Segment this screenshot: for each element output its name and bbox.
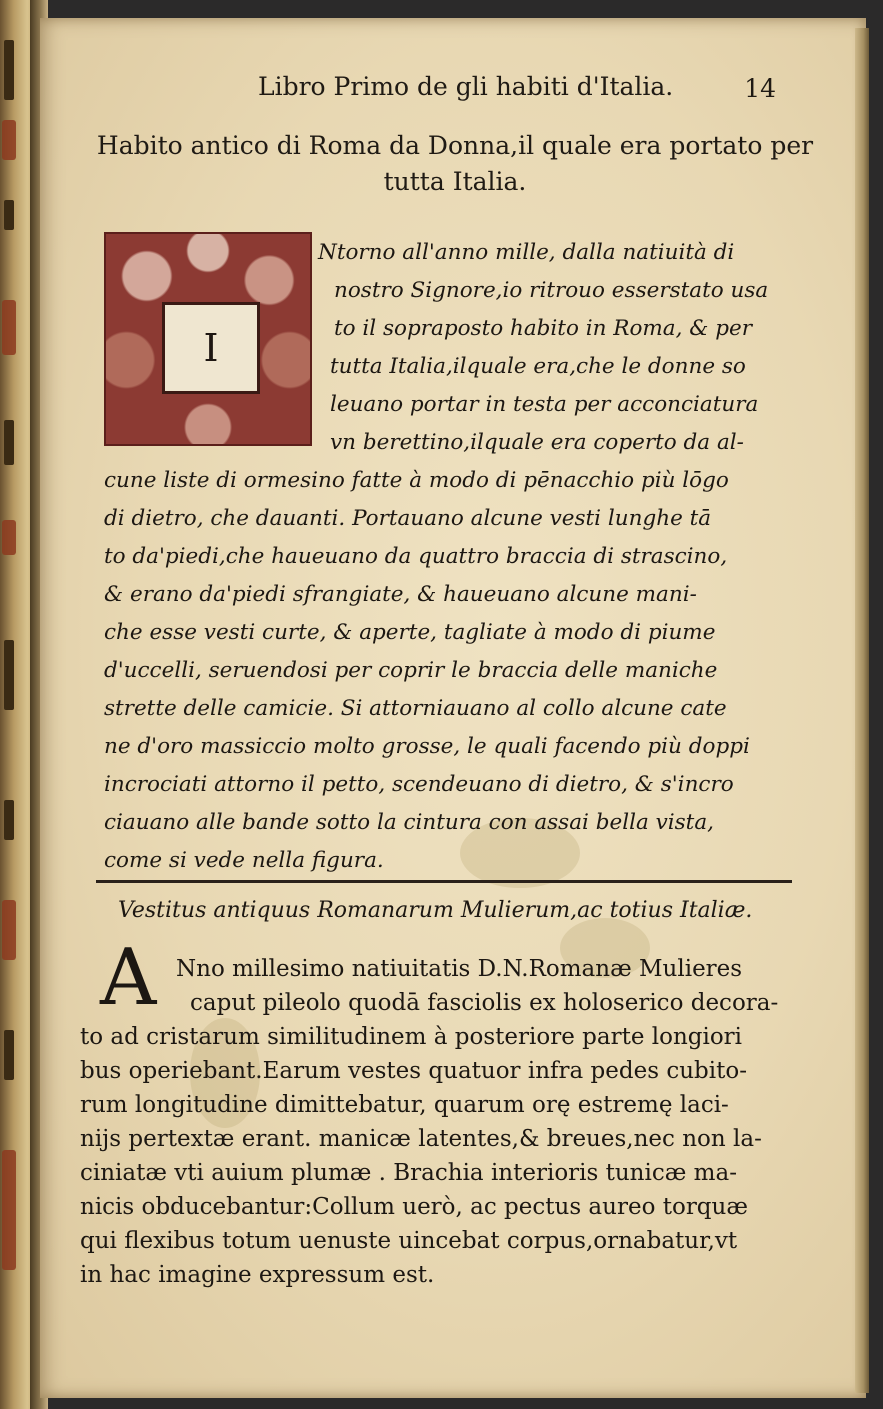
text-line: leuano portar in testa per acconciatura: [330, 392, 759, 417]
text-line: ciauano alle bande sotto la cintura con assai bella vista,: [104, 810, 714, 835]
text-line: che esse vesti curte, & aperte, tagliate à modo di piume: [104, 620, 716, 645]
text-line: rum longitudine dimittebatur, quarum orę estremę laci-: [80, 1092, 729, 1118]
text-line: come si vede nella figura.: [104, 848, 384, 873]
page-edge: [855, 28, 869, 1393]
text-line: & erano da'piedi sfrangiate, & haueuano alcune mani-: [104, 582, 697, 607]
text-line: strette delle camicie. Si attorniauano al collo alcune cate: [104, 696, 727, 721]
running-head-title: Libro Primo de gli habiti d'Italia.: [258, 72, 674, 101]
initial-letter: I: [162, 302, 260, 394]
page-number: 14: [744, 74, 776, 103]
decorated-initial: [104, 232, 312, 446]
text-line: vn berettino,ilquale era coperto da al-: [330, 430, 744, 455]
text-line: Ntorno all'anno mille, dalla natiuità di: [318, 240, 735, 265]
text-line: ciniatæ vti auium plumæ . Brachia interioris tunicæ ma-: [80, 1160, 737, 1186]
text-line: caput pileolo quodā fasciolis ex holoserico decora-: [190, 990, 779, 1016]
text-line: nicis obducebantur:Collum uerò, ac pectus aureo torquæ: [80, 1194, 748, 1220]
text-line: Nno millesimo natiuitatis D.N.Romanæ Mulieres: [176, 956, 743, 982]
text-line: to ad cristarum similitudinem à posteriore parte longiori: [80, 1024, 743, 1050]
text-line: di dietro, che dauanti. Portauano alcune vesti lunghe tā: [104, 506, 712, 531]
text-line: to il sopraposto habito in Roma, & per: [334, 316, 753, 341]
text-line: d'uccelli, seruendosi per coprir le braccia delle maniche: [104, 658, 718, 683]
running-head: [258, 72, 798, 112]
section-divider: [96, 880, 792, 883]
text-line: in hac imagine expressum est.: [80, 1262, 435, 1288]
text-line: bus operiebant.Earum vestes quatuor infra pedes cubito-: [80, 1058, 747, 1084]
text-line: tutta Italia,ilquale era,che le donne so: [330, 354, 746, 379]
text-line: qui flexibus totum uenuste uincebat corpus,ornabatur,vt: [80, 1228, 738, 1254]
text-line: cune liste di ormesino fatte à modo di pēnacchio più lōgo: [104, 468, 729, 493]
section-title: Habito antico di Roma da Donna,il quale era portato per tutta Italia.: [96, 131, 814, 196]
latin-initial-letter: A: [100, 933, 157, 1023]
text-line: nijs pertextæ erant. manicæ latentes,& breues,nec non la-: [80, 1126, 762, 1152]
text-line: ne d'oro massiccio molto grosse, le quali facendo più doppi: [104, 734, 750, 759]
facing-page-edge: [0, 0, 34, 1409]
latin-section-title: Vestitus antiquus Romanarum Mulierum,ac totius Italiæ.: [118, 898, 753, 923]
text-line: nostro Signore,io ritrouo esserstato usa: [334, 278, 769, 303]
text-line: incrociati attorno il petto, scendeuano di dietro, & s'incro: [104, 772, 734, 797]
text-line: to da'piedi,che haueuano da quattro braccia di strascino,: [104, 544, 728, 569]
